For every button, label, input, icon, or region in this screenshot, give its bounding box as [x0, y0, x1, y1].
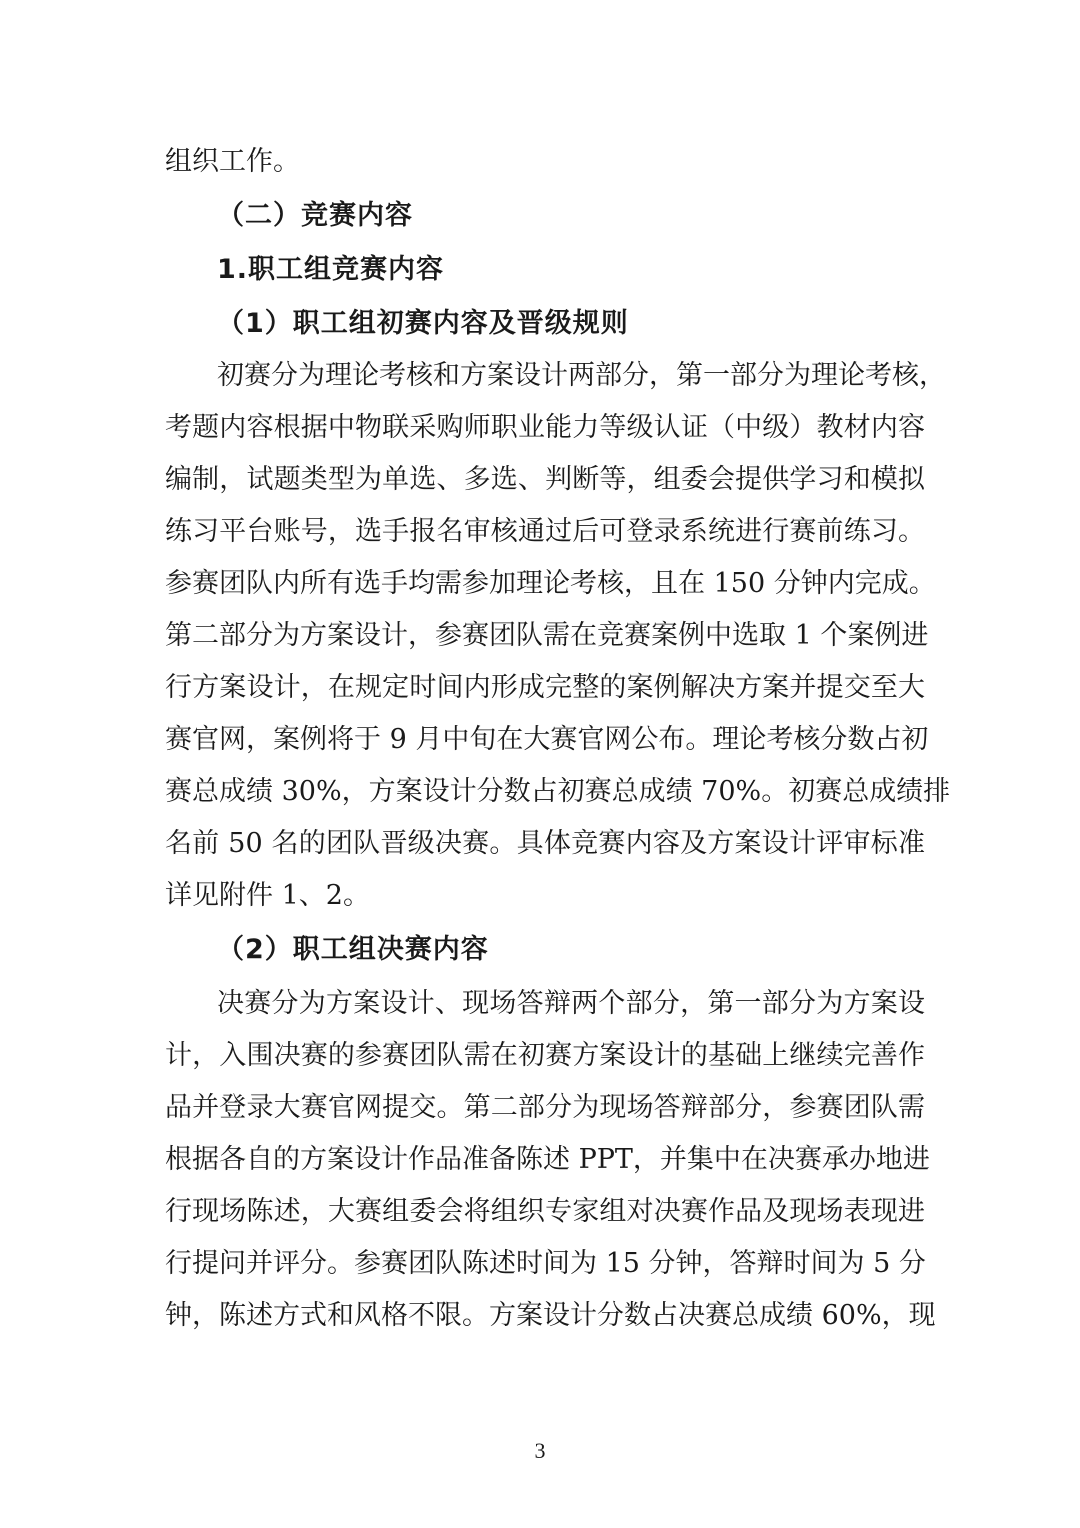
paragraph-line-last: 详见附件 1、2。	[165, 880, 370, 911]
paragraph-line: 名前 50 名的团队晋级决赛。具体竞赛内容及方案设计评审标准	[165, 828, 925, 859]
paragraph-line: 赛官网，案例将于 9 月中旬在大赛官网公布。理论考核分数占初	[165, 724, 929, 755]
paragraph-line: 钟，陈述方式和风格不限。方案设计分数占决赛总成绩 60%，现	[165, 1300, 936, 1331]
subsection-heading-final-content: （2）职工组决赛内容	[217, 934, 489, 965]
paragraph-line: 考题内容根据中物联采购师职业能力等级认证（中级）教材内容	[165, 412, 925, 443]
paragraph-line: 参赛团队内所有选手均需参加理论考核，且在 150 分钟内完成。	[165, 568, 936, 599]
paragraph-line: 初赛分为理论考核和方案设计两部分，第一部分为理论考核，	[217, 360, 946, 391]
subsection-heading-preliminary-rules: （1）职工组初赛内容及晋级规则	[217, 308, 629, 339]
paragraph-line: 编制，试题类型为单选、多选、判断等，组委会提供学习和模拟	[165, 464, 925, 495]
subsection-heading-staff-group: 1.职工组竞赛内容	[217, 254, 445, 285]
text-line-continuation: 组织工作。	[165, 146, 300, 177]
paragraph-line: 赛总成绩 30%，方案设计分数占初赛总成绩 70%。初赛总成绩排	[165, 776, 951, 807]
paragraph-line: 行提问并评分。参赛团队陈述时间为 15 分钟，答辩时间为 5 分	[165, 1248, 926, 1279]
page-number: 3	[534, 1438, 546, 1463]
paragraph-line: 计，入围决赛的参赛团队需在初赛方案设计的基础上继续完善作	[165, 1040, 925, 1071]
paragraph-line: 行方案设计，在规定时间内形成完整的案例解决方案并提交至大	[165, 672, 925, 703]
paragraph-line: 行现场陈述，大赛组委会将组织专家组对决赛作品及现场表现进	[165, 1196, 925, 1227]
paragraph-line: 练习平台账号，选手报名审核通过后可登录系统进行赛前练习。	[165, 516, 925, 547]
paragraph-line: 决赛分为方案设计、现场答辩两个部分，第一部分为方案设	[217, 988, 925, 1019]
paragraph-line: 品并登录大赛官网提交。第二部分为现场答辩部分，参赛团队需	[165, 1092, 925, 1123]
paragraph-line: 第二部分为方案设计，参赛团队需在竞赛案例中选取 1 个案例进	[165, 620, 929, 651]
paragraph-line: 根据各自的方案设计作品准备陈述 PPT，并集中在决赛承办地进	[165, 1144, 930, 1175]
section-heading-competition-content: （二）竞赛内容	[217, 200, 413, 231]
